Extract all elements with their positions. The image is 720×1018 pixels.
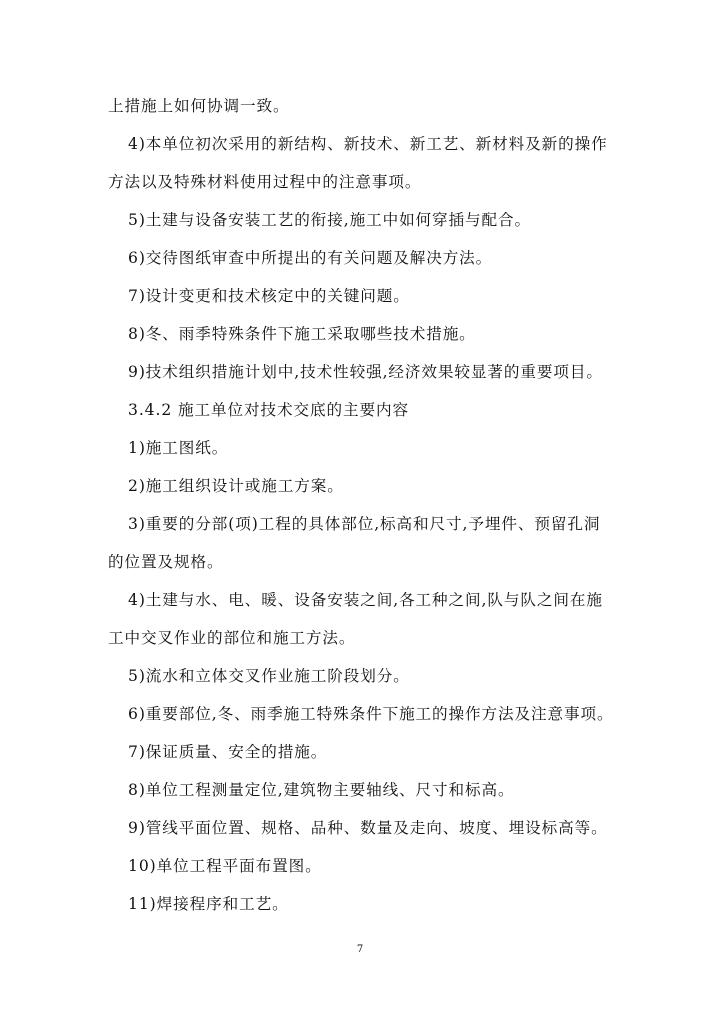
text-line: 9)技术组织措施计划中,技术性较强,经济效果较显著的重要项目。: [128, 363, 603, 381]
section-heading: 3.4.2 施工单位对技术交底的主要内容: [128, 401, 409, 419]
text-line: 1)施工图纸。: [128, 439, 229, 457]
text-line: 3)重要的分部(项)工程的具体部位,标高和尺寸,予埋件、预留孔洞: [128, 515, 601, 533]
text-line: 5)流水和立体交叉作业施工阶段划分。: [128, 667, 410, 685]
text-line: 11)焊接程序和工艺。: [128, 895, 289, 913]
text-line: 4)土建与水、电、暖、设备安装之间,各工种之间,队与队之间在施: [128, 591, 603, 609]
text-line: 9)管线平面位置、规格、品种、数量及走向、坡度、埋设标高等。: [128, 819, 608, 837]
text-line: 方法以及特殊材料使用过程中的注意事项。: [108, 173, 422, 191]
text-line: 6)交待图纸审查中所提出的有关问题及解决方法。: [128, 249, 493, 267]
text-line: 7)设计变更和技术核定中的关键问题。: [128, 287, 410, 305]
text-line: 10)单位工程平面布置图。: [128, 857, 322, 875]
page-number: 7: [356, 944, 364, 955]
text-line: 的位置及规格。: [108, 553, 224, 571]
text-line: 5)土建与设备安装工艺的衔接,施工中如何穿插与配合。: [128, 211, 532, 229]
text-line: 2)施工组织设计或施工方案。: [128, 477, 344, 495]
text-line: 上措施上如何协调一致。: [108, 97, 290, 115]
text-line: 8)单位工程测量定位,建筑物主要轴线、尺寸和标高。: [128, 781, 515, 799]
text-line: 7)保证质量、安全的措施。: [128, 743, 328, 761]
text-line: 4)本单位初次采用的新结构、新技术、新工艺、新材料及新的操作: [128, 135, 608, 153]
text-line: 工中交叉作业的部位和施工方法。: [108, 629, 356, 647]
text-line: 6)重要部位,冬、雨季施工特殊条件下施工的操作方法及注意事项。: [128, 705, 614, 723]
text-line: 8)冬、雨季特殊条件下施工采取哪些技术措施。: [128, 325, 476, 343]
